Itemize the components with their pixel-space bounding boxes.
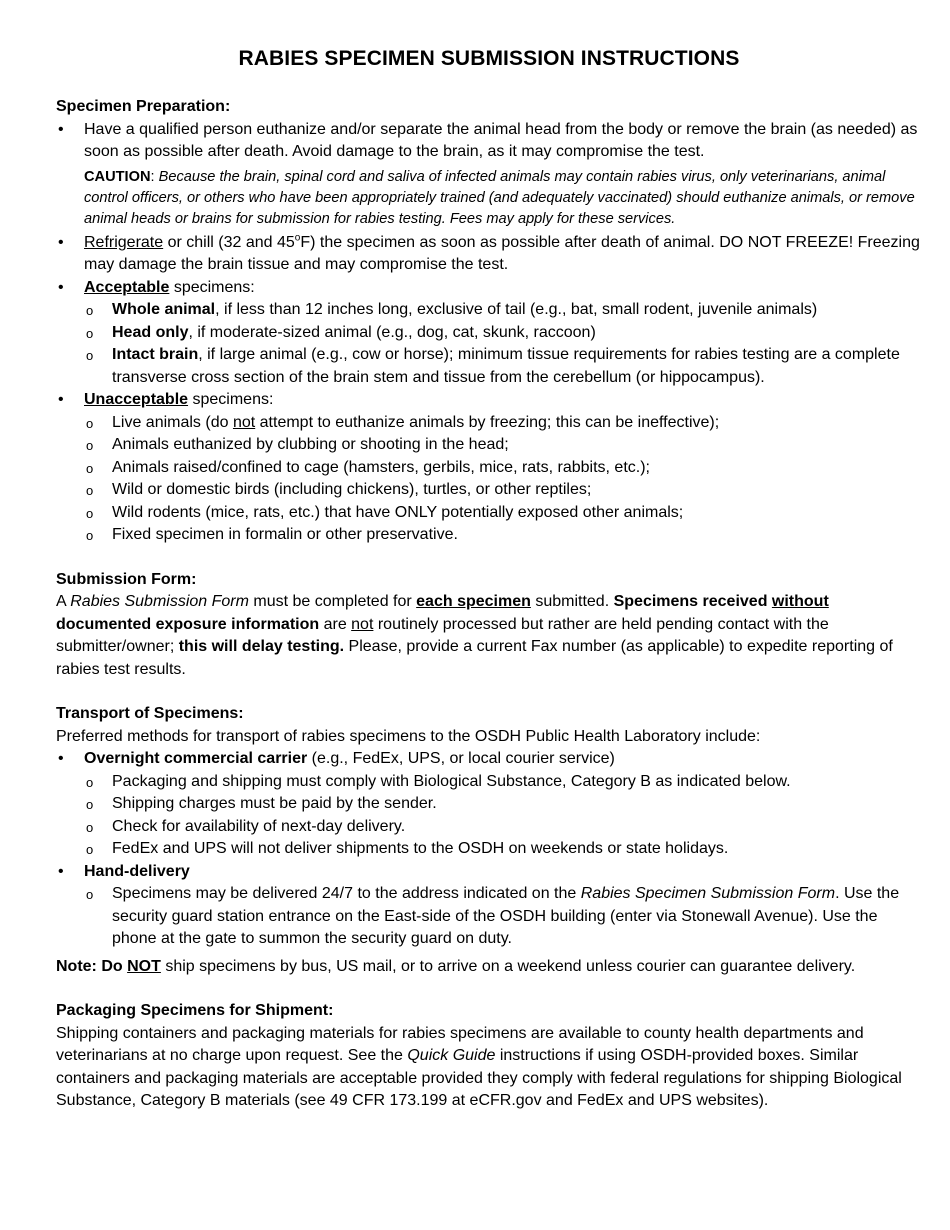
caution-note: CAUTION: Because the brain, spinal cord and saliva of infected animals may contain rabies virus, only veterinarians, animal control officers, or others who have been appropriately trained (and adequately vaccinated) should euthanize animals, or remove animal heads or brains for submission for rabies testing. Fees may apply for these services. bbox=[84, 168, 915, 227]
acceptable-label: Acceptable bbox=[84, 278, 170, 296]
caution-label: CAUTION bbox=[84, 168, 151, 185]
list-item: o Animals euthanized by clubbing or shooting in the head; bbox=[84, 434, 922, 457]
list-item: o Shipping charges must be paid by the sender. bbox=[56, 793, 922, 816]
caution-text: Because the brain, spinal cord and saliva of infected animals may contain rabies virus, only veterinarians, animal control officers, or others who have been appropriately trained (and adequately vaccinated) should euthanize animals, or remove animal heads or brains for submission for rabies testing. Fees may apply for these services. bbox=[84, 168, 915, 227]
list-item: o Wild rodents (mice, rats, etc.) that have ONLY potentially exposed other animals; bbox=[84, 502, 922, 525]
list-item: o Wild or domestic birds (including chickens), turtles, or other reptiles; bbox=[84, 479, 922, 502]
transport-intro: Preferred methods for transport of rabies specimens to the OSDH Public Health Laboratory include: bbox=[56, 727, 761, 745]
list-item: o Animals raised/confined to cage (hamsters, gerbils, mice, rats, rabbits, etc.); bbox=[84, 457, 922, 480]
page-title: RABIES SPECIMEN SUBMISSION INSTRUCTIONS bbox=[238, 47, 740, 70]
section-heading-preparation: Specimen Preparation: bbox=[56, 98, 231, 115]
section-heading-submission-form: Submission Form: bbox=[56, 570, 197, 588]
list-item: • Refrigerate or chill (32 and 45$^o$F) the specimen as soon as possible after death of animal. DO NOT FREEZE! Freezing may damage the brain tissue and may compromise the test. bbox=[56, 232, 922, 277]
document-page bbox=[56, 44, 922, 1113]
prep-bullet-text: Have a qualified person euthanize and/or separate the animal head from the body or remove the brain (as needed) as soon as possible after death. Avoid damage to the brain, as it may compromise the test. bbox=[84, 120, 918, 160]
list-item: o Head only, if moderate-sized animal (e.g., dog, cat, skunk, raccoon) bbox=[84, 322, 922, 345]
list-item: o Specimens may be delivered 24/7 to the address indicated on the Rabies Specimen Submission Form. Use the security guard station entrance on the East-side of the OSDH building (enter via Stonewall Avenue). Use the phone at the gate to summon the security guard on duty. bbox=[56, 883, 922, 951]
section-heading-packaging: Packaging Specimens for Shipment: bbox=[56, 1002, 334, 1019]
list-item: o Fixed specimen in formalin or other preservative. bbox=[84, 524, 922, 547]
list-item: • Acceptable specimens: o Whole animal, if less than 12 inches long, exclusive of tail (e.g., bat, small rodent, juvenile animals) o Head only, if moderate-sized animal (e.g., dog, cat, skunk, raccoon) o Intact brain, if large animal (e.g., cow or horse); minimum tissue requirements for rabies testing are a complete transverse cross section of the brain stem and tissue from the cerebellum (or hippocampus). bbox=[56, 277, 922, 390]
submission-form-paragraph: A Rabies Submission Form must be completed for each specimen submitted. Specimens received without documented exposure information are not routinely processed but rather are held pending contact with the submitter/owner; this will delay testing. Please, provide a current Fax number (as applicable) to expedite reporting of rabies test results. bbox=[56, 593, 893, 678]
preparation-list bbox=[56, 119, 922, 547]
unacceptable-label: Unacceptable bbox=[84, 391, 189, 408]
acceptable-list bbox=[84, 299, 922, 389]
hand-delivery-sublist bbox=[56, 883, 922, 951]
carrier-sublist bbox=[56, 771, 922, 861]
list-item: • Overnight commercial carrier (e.g., FedEx, UPS, or local courier service) bbox=[56, 748, 922, 771]
unacceptable-list bbox=[84, 412, 922, 547]
list-item: • Hand-delivery bbox=[56, 861, 922, 884]
list-item: o Check for availability of next-day delivery. bbox=[56, 816, 922, 839]
list-item: o FedEx and UPS will not deliver shipments to the OSDH on weekends or state holidays. bbox=[56, 838, 922, 861]
section-heading-transport: Transport of Specimens: bbox=[56, 705, 244, 722]
transport-list bbox=[56, 748, 922, 771]
shipping-note: Note: Do NOT ship specimens by bus, US mail, or to arrive on a weekend unless courier can guarantee delivery. bbox=[56, 957, 856, 975]
transport-list-2 bbox=[56, 861, 922, 884]
list-item: o Whole animal, if less than 12 inches long, exclusive of tail (e.g., bat, small rodent, juvenile animals) bbox=[84, 299, 922, 322]
list-item: o Live animals (do not attempt to euthanize animals by freezing; this can be ineffective); bbox=[84, 412, 922, 435]
list-item: • Unacceptable specimens: o Live animals (do not attempt to euthanize animals by freezing; this can be ineffective); o Animals euthanized by clubbing or shooting in the head; o Animals raised/confined to cage (hamsters, gerbils, mice, rats, rabbits, etc.); o Wild or domestic birds (including chickens), turtles, or other reptiles; o Wild rodents (mice, rats, etc.) that have ONLY potentially exposed other animals; o Fixed specimen in formalin or other preservative. bbox=[56, 389, 922, 547]
list-item: o Intact brain, if large animal (e.g., cow or horse); minimum tissue requirements for rabies testing are a complete transverse cross section of the brain stem and tissue from the cerebellum (or hippocampus). bbox=[84, 344, 922, 389]
packaging-paragraph: Shipping containers and packaging materials for rabies specimens are available to county health departments and veterinarians at no charge upon request. See the Quick Guide instructions if using OSDH-provided boxes. Similar containers and packaging materials are acceptable provided they comply with federal regulations for shipping Biological Substance, Category B materials (see 49 CFR 173.199 at eCFR.gov and FedEx and UPS websites). bbox=[56, 1024, 902, 1109]
list-item bbox=[56, 119, 922, 230]
list-item: o Packaging and shipping must comply with Biological Substance, Category B as indicated below. bbox=[56, 771, 922, 794]
